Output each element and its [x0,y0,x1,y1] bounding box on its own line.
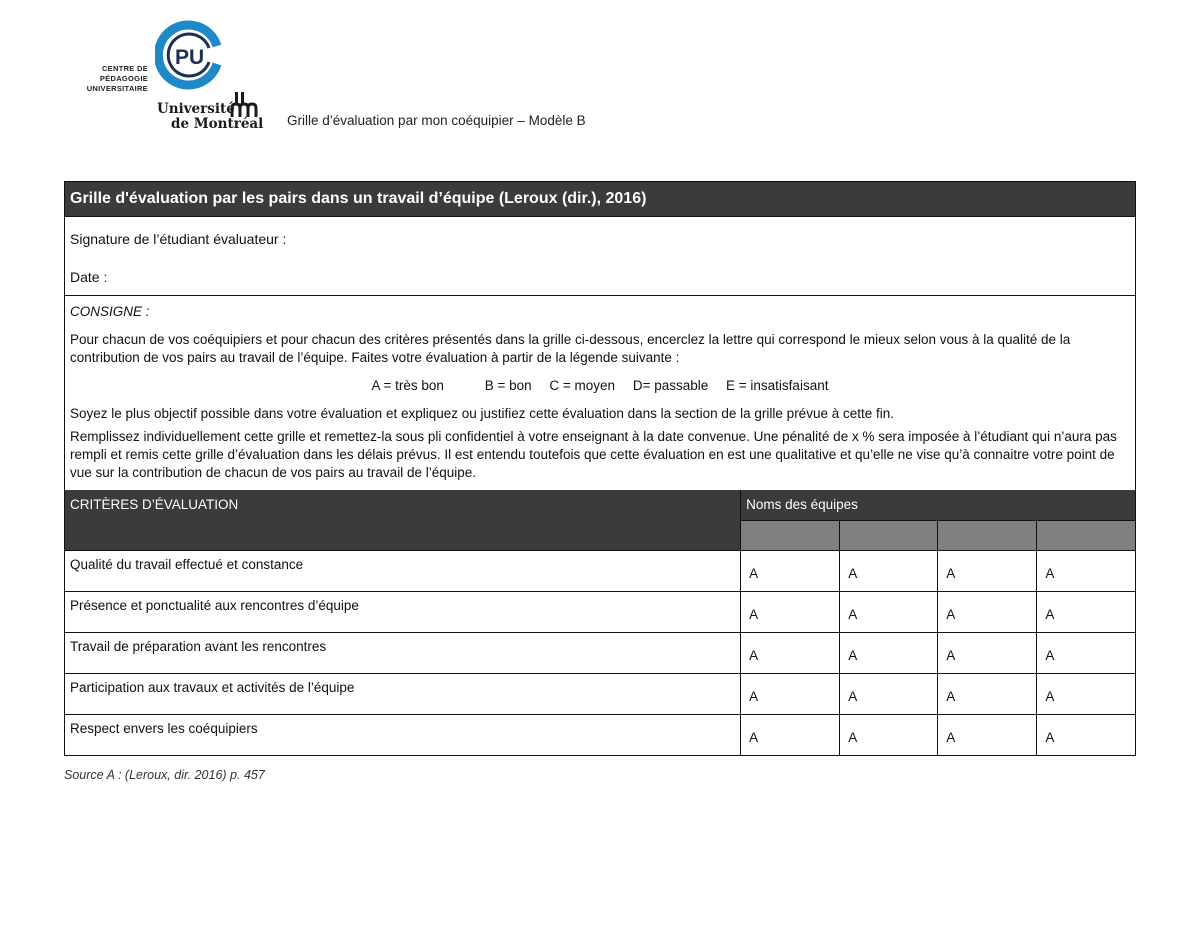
instructions-title: CONSIGNE : [70,304,150,319]
instructions-paragraph-1: Pour chacun de vos coéquipiers et pour chacun des critères présentés dans la grille ci-dessous, encerclez la lettre qui correspond le mieux selon vous à la qualité de la contribution de vos pairs au travail de l’équipe. Faites votre évaluation à partir de la légende suivante : [70,332,1071,365]
udem-line-1: Université [157,101,235,117]
rating-cell[interactable]: A [938,673,1037,714]
rating-cell[interactable]: A [1037,673,1135,714]
rating-cell[interactable]: A [840,550,938,591]
rating-legend [65,377,1135,395]
rating-cell[interactable]: A [938,591,1037,632]
legend-item-c: C = moyen [549,378,616,393]
instructions-section [65,296,1135,490]
instructions-paragraph-2: Soyez le plus objectif possible dans votre évaluation et expliquez ou justifiez cette évaluation dans la section de la grille prévue à cette fin. [70,406,894,421]
cpu-line-2: PÉDAGOGIE [99,74,148,83]
criteria-header: CRITÈRES D’ÉVALUATION [65,490,741,550]
rating-cell[interactable]: A [741,550,840,591]
criterion-row [65,714,1135,755]
rating-cell[interactable]: A [1037,550,1135,591]
udem-emblem-icon [230,92,258,118]
teams-header: Noms des équipes [741,490,1135,520]
cpu-logo [70,20,270,135]
team-name-cell[interactable] [741,520,840,550]
rating-cell[interactable]: A [1037,714,1135,755]
legend-item-d: D= passable [632,378,709,393]
rating-cell[interactable]: A [840,591,938,632]
rating-cell[interactable]: A [840,632,938,673]
criterion-row [65,632,1135,673]
rating-cell[interactable]: A [840,673,938,714]
rating-cell[interactable]: A [741,673,840,714]
legend-item-a: A = très bon [371,378,444,393]
instructions-paragraph-3: Remplissez individuellement cette grille et remettez-la sous pli confidentiel à votre enseignant à la date convenue. Une pénalité de x % sera imposée à l’étudiant qui n’aura pas rempli et remis cette grille d’évaluation dans les délais prévus. Il est entendu toutefois que cette évaluation en est une qualitative et qu’elle ne vise qu’à connaitre votre point de vue sur la contribution de chacun de vos pairs au travail de l’équipe. [70,429,1117,480]
criterion-row [65,591,1135,632]
rating-cell[interactable]: A [1037,632,1135,673]
criteria-table [65,490,1135,755]
pu-text: PU [175,46,205,69]
rating-cell[interactable]: A [840,714,938,755]
grid-title: Grille d'évaluation par les pairs dans un travail d’équipe (Leroux (dir.), 2016) [65,182,1135,217]
legend-item-b: B = bon [484,378,532,393]
criterion-label: Présence et ponctualité aux rencontres d’équipe [65,591,741,632]
cpu-label [78,64,148,94]
rating-cell[interactable]: A [938,714,1037,755]
cpu-line-1: CENTRE DE [101,64,148,73]
team-name-cell[interactable] [840,520,938,550]
rating-cell[interactable]: A [741,591,840,632]
team-name-cell[interactable] [938,520,1037,550]
date-label: Date : [70,269,108,285]
rating-cell[interactable]: A [741,714,840,755]
cpu-line-3: UNIVERSITAIRE [86,84,148,93]
criterion-row [65,550,1135,591]
legend-item-e: E = insatisfaisant [726,378,829,393]
rating-cell[interactable]: A [938,550,1037,591]
signature-section [65,217,1135,296]
source-citation: Source A : (Leroux, dir. 2016) p. 457 [64,768,265,782]
criterion-label: Respect envers les coéquipiers [65,714,741,755]
criterion-label: Participation aux travaux et activités de l’équipe [65,673,741,714]
evaluation-grid [64,181,1136,756]
criterion-label: Travail de préparation avant les rencontres [65,632,741,673]
rating-cell[interactable]: A [938,632,1037,673]
signature-label: Signature de l’étudiant évaluateur : [70,231,287,247]
criterion-label: Qualité du travail effectué et constance [65,550,741,591]
udem-line-2: de Montréal [171,116,264,132]
team-name-cell[interactable] [1037,520,1135,550]
document-header: Grille d’évaluation par mon coéquipier – Modèle B [287,113,586,128]
pu-circle-icon [155,20,225,90]
rating-cell[interactable]: A [1037,591,1135,632]
criterion-row [65,673,1135,714]
rating-cell[interactable]: A [741,632,840,673]
